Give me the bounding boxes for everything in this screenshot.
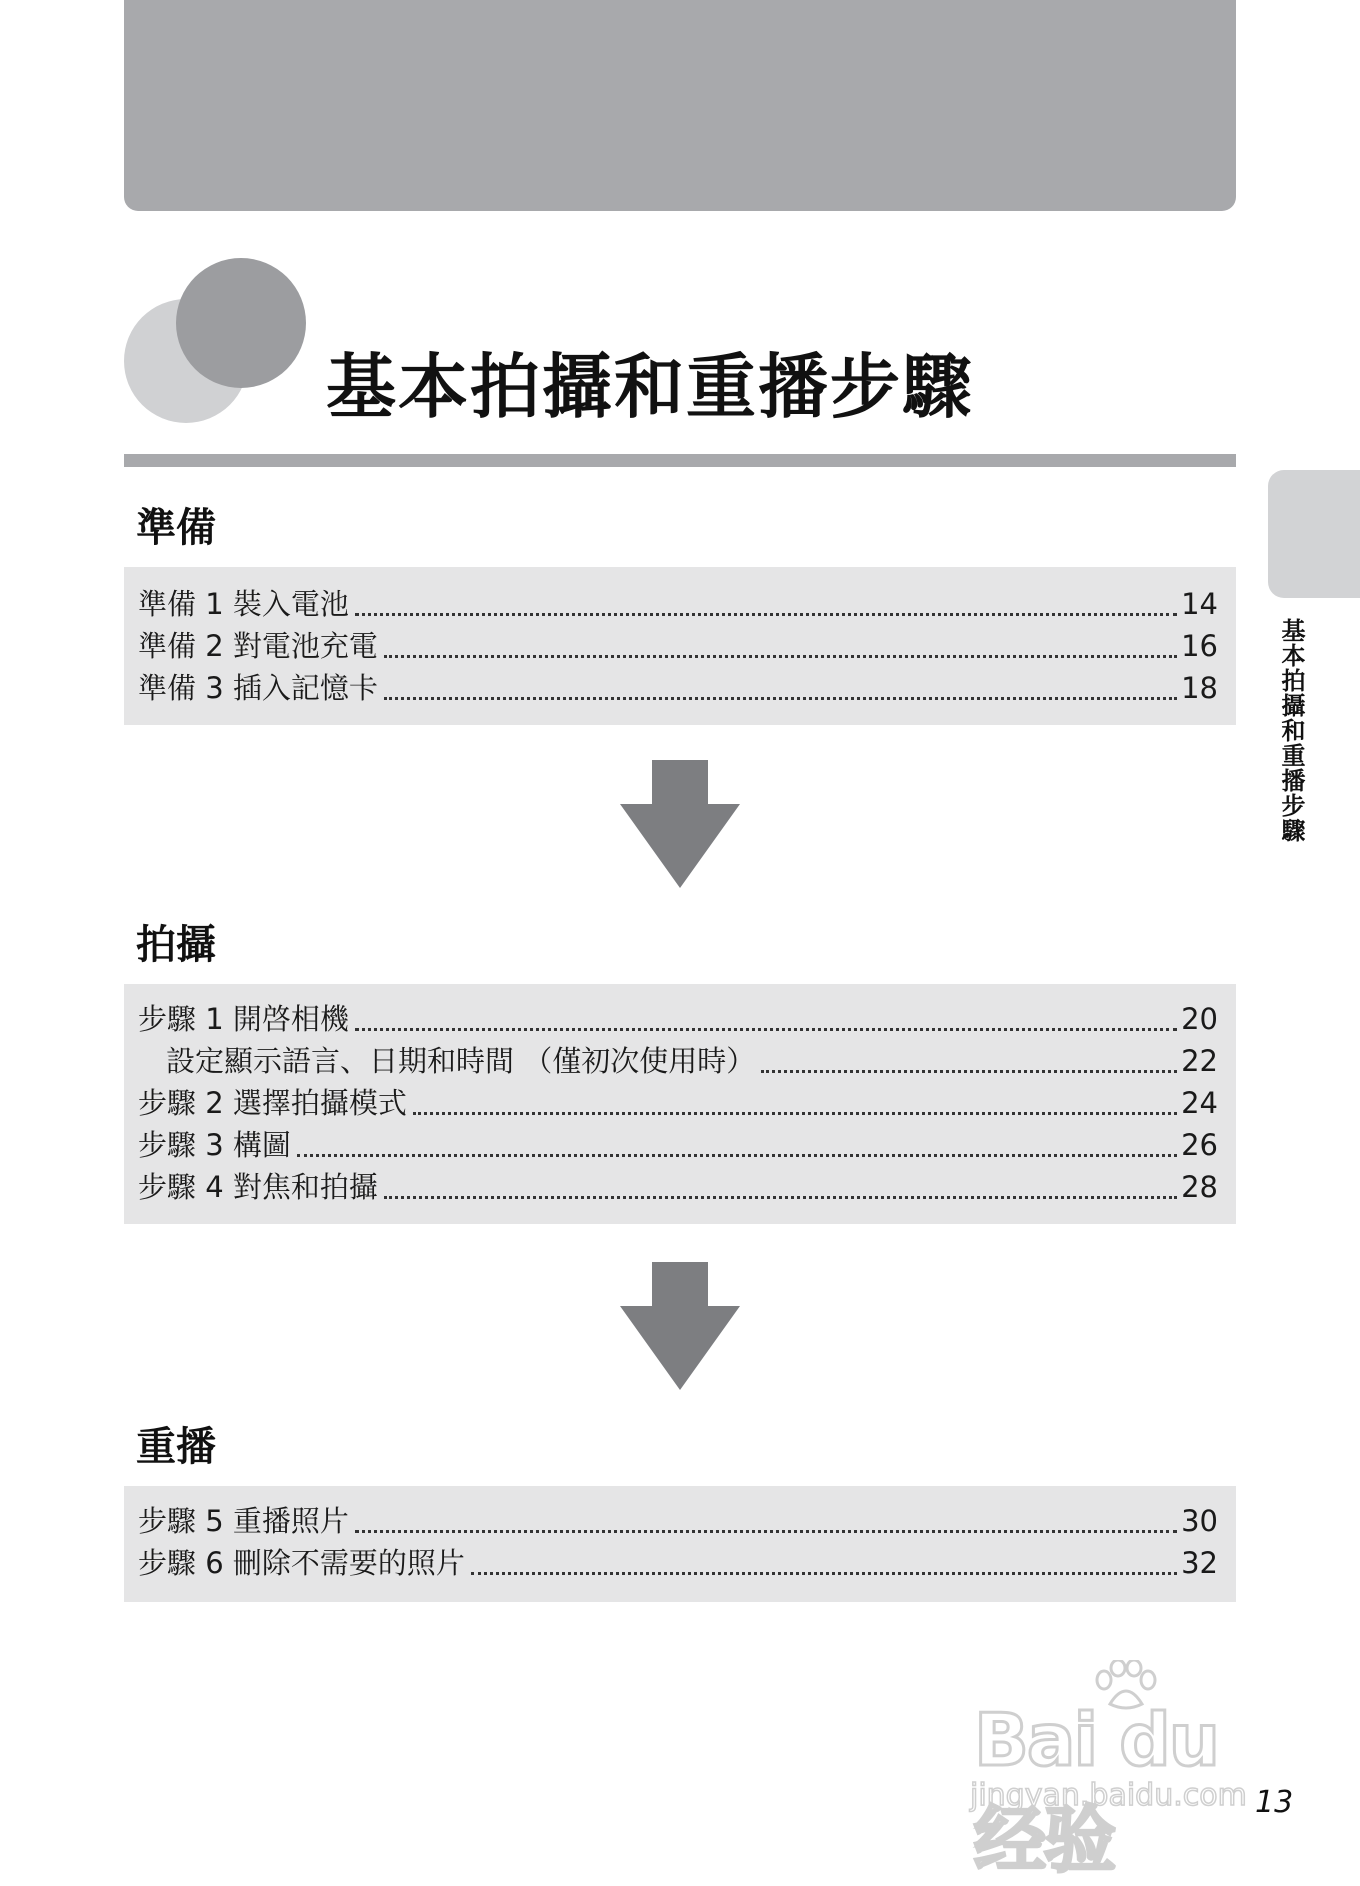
toc-entry-page: 30	[1181, 1504, 1218, 1538]
dot-leader	[355, 1530, 1177, 1533]
toc-entry-page: 28	[1181, 1170, 1218, 1204]
dot-leader	[384, 655, 1177, 658]
toc-box-prepare	[124, 567, 1236, 725]
toc-entry-page: 32	[1181, 1546, 1218, 1580]
toc-entry-label: 步驟 4 對焦和拍攝	[138, 1170, 378, 1204]
section-heading-shooting: 拍攝	[136, 922, 216, 968]
toc-entry[interactable]	[138, 667, 1218, 709]
dot-leader	[355, 613, 1177, 616]
dot-leader	[297, 1154, 1177, 1157]
top-banner	[124, 0, 1236, 211]
toc-entry-label: 步驟 5 重播照片	[138, 1504, 349, 1538]
toc-entry-page: 16	[1181, 629, 1218, 663]
toc-entry[interactable]	[138, 998, 1218, 1040]
toc-entry-label: 步驟 6 刪除不需要的照片	[138, 1546, 465, 1580]
dot-leader	[761, 1070, 1177, 1073]
toc-entry[interactable]	[138, 1542, 1218, 1584]
toc-entry-page: 24	[1181, 1086, 1218, 1120]
toc-entry[interactable]	[138, 1166, 1218, 1208]
watermark-logo-text: Bai du 经验	[974, 1698, 1219, 1882]
down-arrow-icon	[620, 760, 740, 888]
toc-box-shooting	[124, 984, 1236, 1224]
toc-entry-page: 26	[1181, 1128, 1218, 1162]
toc-entry-label: 準備 1 裝入電池	[138, 587, 349, 621]
dot-leader	[384, 1196, 1177, 1199]
toc-entry-page: 22	[1181, 1044, 1218, 1078]
baidu-watermark	[960, 1660, 1280, 1882]
decorative-circle-dark	[176, 258, 306, 388]
toc-entry-page: 20	[1181, 1002, 1218, 1036]
toc-entry[interactable]	[138, 1040, 1218, 1082]
toc-entry-label: 步驟 2 選擇拍攝模式	[138, 1086, 407, 1120]
page-title: 基本拍攝和重播步驟	[326, 346, 974, 428]
chapter-side-tab[interactable]	[1268, 470, 1360, 598]
section-heading-prepare: 準備	[136, 505, 216, 551]
toc-entry-label: 準備 2 對電池充電	[138, 629, 378, 663]
toc-entry-label: 設定顯示語言、日期和時間 （僅初次使用時）	[166, 1044, 756, 1078]
title-divider	[124, 454, 1236, 467]
toc-box-playback	[124, 1486, 1236, 1602]
toc-entry-page: 18	[1181, 671, 1218, 705]
side-tab-label: 基本拍攝和重播步驟	[1277, 618, 1305, 843]
toc-entry-label: 步驟 1 開啓相機	[138, 1002, 349, 1036]
toc-entry[interactable]	[138, 1500, 1218, 1542]
toc-entry-label: 步驟 3 構圖	[138, 1128, 291, 1162]
section-heading-playback: 重播	[136, 1424, 216, 1470]
dot-leader	[355, 1028, 1177, 1031]
page-number: 13	[1255, 1785, 1294, 1820]
watermark-url: jingyan.baidu.com	[970, 1778, 1247, 1813]
toc-entry-label: 準備 3 插入記憶卡	[138, 671, 378, 705]
toc-entry[interactable]	[138, 1124, 1218, 1166]
dot-leader	[384, 697, 1177, 700]
toc-entry-page: 14	[1181, 587, 1218, 621]
dot-leader	[471, 1572, 1177, 1575]
toc-entry[interactable]	[138, 583, 1218, 625]
dot-leader	[413, 1112, 1177, 1115]
toc-entry[interactable]	[138, 1082, 1218, 1124]
toc-entry[interactable]	[138, 625, 1218, 667]
down-arrow-icon	[620, 1262, 740, 1390]
